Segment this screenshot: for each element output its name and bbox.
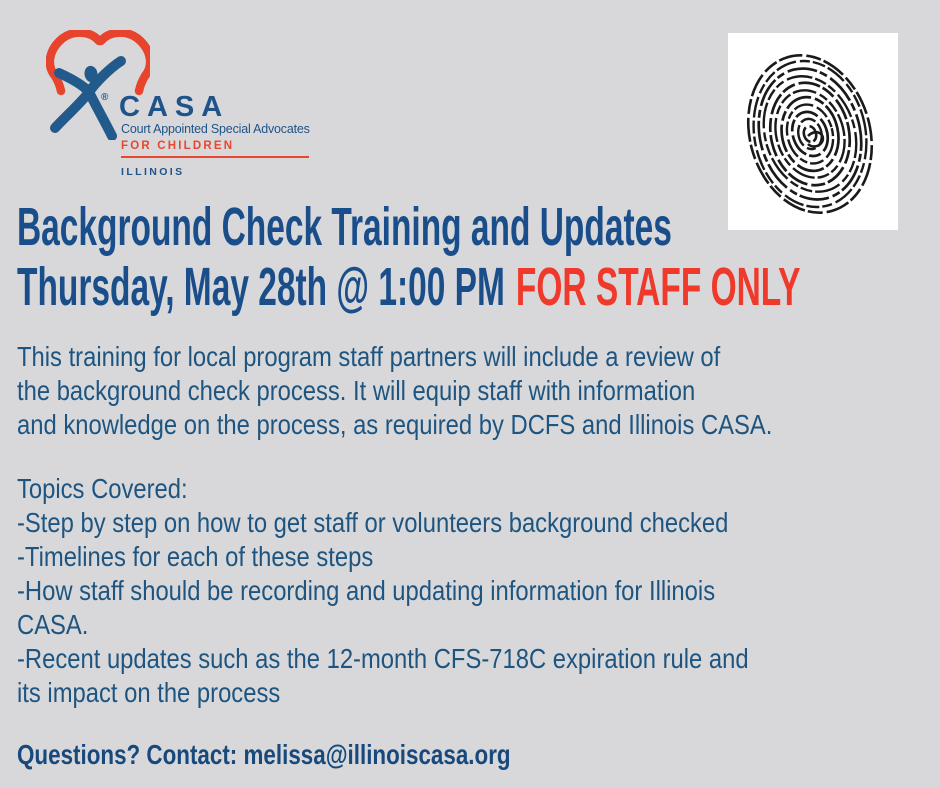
registered-trademark-symbol: ® [101,92,109,103]
headline-line2 [17,257,800,317]
logo-state-label: ILLINOIS [121,166,185,178]
headline-date-time: Thursday, May 28th @ 1:00 PM [17,257,505,317]
headline [17,197,800,317]
logo-divider-line [121,156,309,158]
paragraph-line: and knowledge on the process, as required by DCFS and Illinois CASA. [17,409,773,440]
paragraph [17,340,772,442]
topic-line: -Timelines for each of these steps [17,541,374,572]
headline-staff-only: FOR STAFF ONLY [515,257,801,317]
topics-list [17,472,772,710]
topic-line: -Recent updates such as the 12-month CFS-718C expiration rule and [17,643,749,674]
topic-line: -How staff should be recording and updating information for Illinois [17,575,716,606]
headline-line1: Background Check Training and Updates [17,197,672,257]
topic-line: CASA. [17,609,89,640]
topic-line: its impact on the process [17,677,281,708]
casa-wordmark: CASA [119,91,230,123]
body-copy [17,340,772,710]
paragraph-line: the background check process. It will equip staff with information [17,375,696,406]
contact-line: Questions? Contact: melissa@illinoiscasa.org [17,739,511,770]
paragraph-line: This training for local program staff partners will include a review of [17,341,721,372]
topics-heading: Topics Covered: [17,473,188,504]
logo-tagline: Court Appointed Special Advocates [121,122,310,136]
topic-line: -Step by step on how to get staff or volunteers background checked [17,507,729,538]
logo-for-children-label: FOR CHILDREN [121,140,235,152]
